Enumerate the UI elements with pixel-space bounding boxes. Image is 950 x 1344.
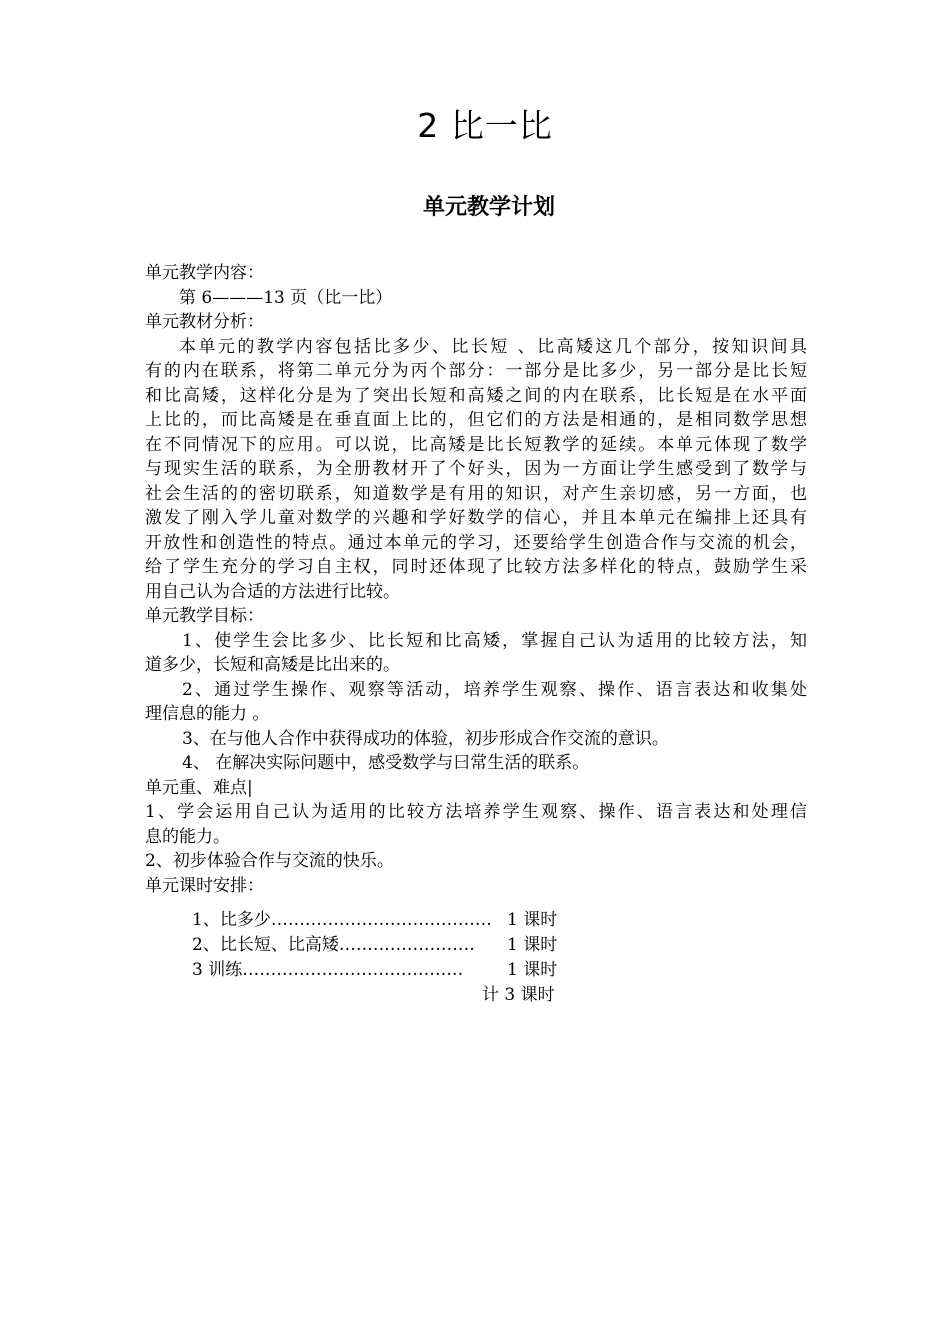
schedule-hours: 1 课时 xyxy=(507,960,558,980)
schedule-total-row xyxy=(145,983,565,1008)
keypoint-line: 2、初步体验合作与交流的快乐。 xyxy=(145,851,394,871)
analysis-line: 开放性和创造性的特点。通过本单元的学习，还要给学生创造合作与交流的机会， xyxy=(145,532,807,553)
schedule-item: 1、比多少………………………………… xyxy=(192,910,492,930)
goal-line: 理信息的能力 。 xyxy=(145,704,270,724)
schedule-total: 计 3 课时 xyxy=(482,985,555,1005)
analysis-heading: 单元教材分析： xyxy=(145,312,264,332)
goal-line: 1、使学生会比多少、比长短和比高矮，掌握自己认为适用的比较方法，知 xyxy=(182,630,807,651)
analysis-line: 上比的，而比高矮是在垂直面上比的，但它们的方法是相通的，是相同数学思想 xyxy=(145,410,807,430)
analysis-line: 有的内在联系，将第二单元分为丙个部分：一部分是比多少，另一部分是比长短 xyxy=(145,361,807,381)
schedule-hours: 1 课时 xyxy=(507,935,558,955)
keypoint-line: 息的能力。 xyxy=(145,826,230,847)
analysis-line: 与现实生活的联系，为全册教材开了个好头，因为一方面让学生感受到了数学与 xyxy=(145,459,807,479)
analysis-line: 和比高矮，这样化分是为了突出长短和高矮之间的内在联系，比长短是在水平面 xyxy=(145,385,807,406)
schedule-item: 2、比长短、比高矮…………………… xyxy=(192,935,475,955)
goal-line: 3、在与他人合作中获得成功的体验，初步形成合作交流的意识。 xyxy=(182,728,669,749)
goal-line: 2、通过学生操作、观察等活动，培养学生观察、操作、语言表达和收集处 xyxy=(182,679,807,700)
keypoints-heading: 单元重、难点| xyxy=(145,777,253,798)
analysis-line: 激发了刚入学儿童对数学的兴趣和学好数学的信心，并且本单元在编排上还具有 xyxy=(145,508,807,528)
analysis-line: 用自己认为合适的方法进行比较。 xyxy=(145,581,400,602)
document-subtitle: 单元教学计划 xyxy=(422,195,555,220)
schedule-row xyxy=(145,958,565,983)
goals-heading: 单元教学目标： xyxy=(145,606,264,626)
content-pages: 第 6———13 页（比一比） xyxy=(179,287,393,308)
analysis-line: 给了学生充分的学习自主权，同时还体现了比较方法多样化的特点，鼓励学生采 xyxy=(145,557,807,577)
schedule-row xyxy=(145,908,565,933)
goal-line: 4、 在解决实际问题中，感受数学与曰常生活的联系。 xyxy=(182,753,590,773)
analysis-line: 社会生活的的密切联系，知道数学是有用的知识，对产生亲切感，另一方面，也 xyxy=(145,483,807,504)
schedule-row xyxy=(145,933,565,958)
keypoint-line: 1、学会运用自己认为适用的比较方法培养学生观察、操作、语言表达和处理信 xyxy=(145,802,807,822)
schedule-list xyxy=(145,908,565,1008)
analysis-line: 本单元的教学内容包括比多少、比长短 、比高矮这几个部分，按知识间具 xyxy=(179,336,807,357)
goal-line: 道多少，长短和高矮是比出来的。 xyxy=(145,655,400,675)
document-title: 2 比一比 xyxy=(417,106,553,145)
schedule-item: 3 训练………………………………… xyxy=(192,960,464,980)
schedule-hours: 1 课时 xyxy=(507,910,558,930)
document-body xyxy=(145,261,807,898)
analysis-line: 在不同情况下的应用。可以说，比高矮是比长短教学的延续。本单元体现了数学 xyxy=(145,434,807,455)
schedule-heading: 单元课时安排： xyxy=(145,875,264,896)
content-heading: 单元教学内容： xyxy=(145,263,264,283)
